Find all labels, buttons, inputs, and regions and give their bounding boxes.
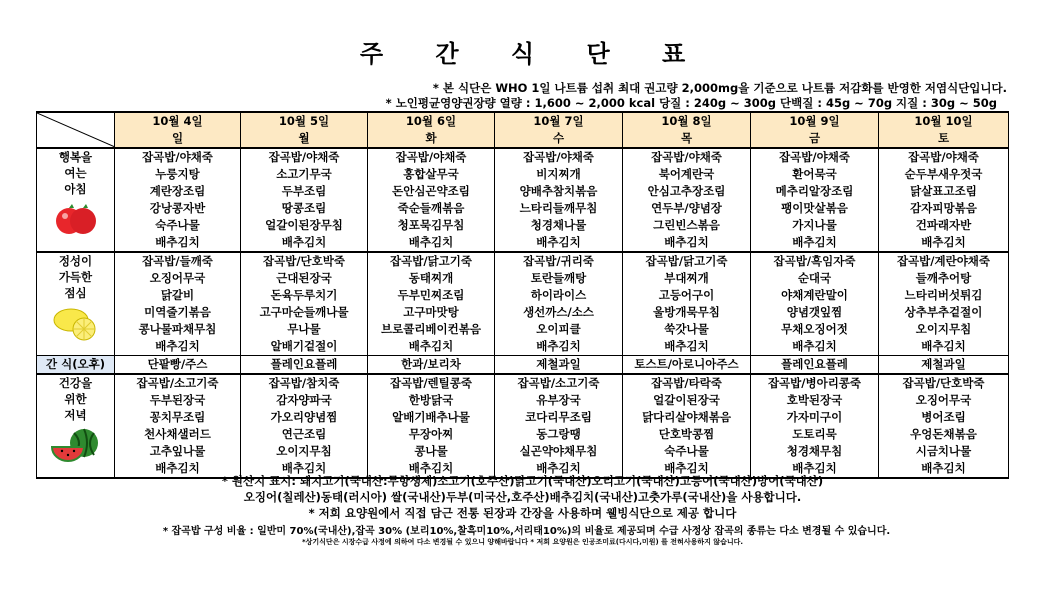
menu-item: 야채계란말이 (751, 287, 879, 304)
meal-label-line: 저녁 (64, 408, 87, 422)
day-cell: 토 (879, 130, 1009, 148)
date-cell: 10월 8일 (623, 112, 751, 130)
menu-item: 배추김치 (495, 338, 623, 356)
date-cell: 10월 9일 (751, 112, 879, 130)
menu-item: 상추부추겉절이 (879, 304, 1009, 321)
meal-label-line: 점심 (64, 286, 87, 300)
snack-item: 단팥빵/주스 (115, 356, 241, 375)
menu-item: 우엉돈채볶음 (879, 426, 1009, 443)
menu-item: 코다리무조림 (495, 409, 623, 426)
menu-item: 천사채샐러드 (115, 426, 241, 443)
snack-item: 한과/보리차 (368, 356, 495, 375)
dinner-row (37, 374, 1009, 392)
origin-note: * 원산지 표시: 돼지고기(국내산:무항생제)소고기(호주산)닭고기(국내산)오리고기(국내산)고등어(국내산)방어(국내산) (221, 474, 824, 488)
menu-item: 땅콩조림 (241, 200, 368, 217)
menu-item: 콩나물파채무침 (115, 321, 241, 338)
menu-item: 잡곡밥/귀리죽 (495, 252, 623, 270)
menu-item: 도토리묵 (751, 426, 879, 443)
menu-item: 오징어무국 (115, 270, 241, 287)
menu-item: 잡곡밥/타락죽 (623, 374, 751, 392)
lunch-row (37, 304, 1009, 321)
menu-item: 순두부새우젓국 (879, 166, 1009, 183)
menu-item: 순대국 (751, 270, 879, 287)
menu-item: 배추김치 (368, 460, 495, 478)
page-title: 주 간 식 단 표 (359, 40, 708, 68)
menu-item: 숙주나물 (115, 217, 241, 234)
menu-item: 잡곡밥/야채죽 (495, 148, 623, 166)
menu-item: 감자피망볶음 (879, 200, 1009, 217)
menu-item: 계란장조림 (115, 183, 241, 200)
breakfast-label (37, 148, 115, 252)
menu-item: 배추김치 (751, 338, 879, 356)
menu-item: 단호박콩찜 (623, 426, 751, 443)
sodium-note: * 본 식단은 WHO 1일 나트륨 섭취 최대 권고량 2,000mg을 기준으로 나트륨 저감화를 반영한 저염식단입니다. (432, 81, 1007, 95)
snack-item: 토스트/아로니아주스 (623, 356, 751, 375)
tomato-icon (37, 201, 114, 242)
menu-item: 잡곡밥/흑임자죽 (751, 252, 879, 270)
menu-item: 잡곡밥/야채죽 (368, 148, 495, 166)
menu-item: 한방닭국 (368, 392, 495, 409)
menu-item: 숙주나물 (623, 443, 751, 460)
menu-item: 잡곡밥/야채죽 (241, 148, 368, 166)
menu-item: 잡곡밥/닭고기죽 (368, 252, 495, 270)
menu-item: 고구마순들깨나물 (241, 304, 368, 321)
day-cell: 일 (115, 130, 241, 148)
menu-item: 연근조림 (241, 426, 368, 443)
menu-item: 배추김치 (751, 460, 879, 478)
menu-item: 닭갈비 (115, 287, 241, 304)
grain-note: * 잡곡밥 구성 비율 : 일반미 70%(국내산),잡곡 30% (보리10%,찰흑미10%,서리태10%)의 비율로 제공되며 수급 사정상 잡곡의 종류는 다소 변경될 수 있습니다. (162, 526, 891, 537)
menu-item: 그린빈스볶음 (623, 217, 751, 234)
menu-item: 잡곡밥/야채죽 (879, 148, 1009, 166)
menu-item: 배추김치 (368, 234, 495, 252)
menu-item: 안심고추장조림 (623, 183, 751, 200)
menu-item: 미역줄기볶음 (115, 304, 241, 321)
lunch-label (37, 252, 115, 356)
menu-item: 두부조림 (241, 183, 368, 200)
menu-item: 잡곡밥/렌틸콩죽 (368, 374, 495, 392)
menu-item: 오징어무국 (879, 392, 1009, 409)
menu-item: 배추김치 (879, 234, 1009, 252)
menu-item: 잡곡밥/야채죽 (751, 148, 879, 166)
lunch-row (37, 270, 1009, 287)
breakfast-row (37, 166, 1009, 183)
menu-item: 울방개묵무침 (623, 304, 751, 321)
menu-item: 쑥갓나물 (623, 321, 751, 338)
day-cell: 수 (495, 130, 623, 148)
menu-item: 청경채무침 (751, 443, 879, 460)
menu-item: 고구마맛탕 (368, 304, 495, 321)
menu-item: 누룽지탕 (115, 166, 241, 183)
menu-item: 돈안심곤약조림 (368, 183, 495, 200)
menu-item: 병어조림 (879, 409, 1009, 426)
weekly-menu-table (36, 111, 1009, 479)
date-cell: 10월 4일 (115, 112, 241, 130)
corner-cell (37, 112, 115, 148)
menu-item: 배추김치 (623, 338, 751, 356)
menu-item: 고등어구이 (623, 287, 751, 304)
menu-item: 시금치나물 (879, 443, 1009, 460)
snack-label: 간 식(오후) (37, 356, 115, 375)
meal-label-line: 건강을 (58, 376, 93, 390)
snack-item: 제철과일 (495, 356, 623, 375)
menu-item: 배추김치 (241, 234, 368, 252)
menu-item: 잡곡밥/야채죽 (623, 148, 751, 166)
dinner-row (37, 409, 1009, 426)
menu-item: 잡곡밥/단호박죽 (879, 374, 1009, 392)
breakfast-row (37, 148, 1009, 166)
menu-item: 근대된장국 (241, 270, 368, 287)
menu-item: 알배기배추나물 (368, 409, 495, 426)
day-cell: 화 (368, 130, 495, 148)
breakfast-row (37, 200, 1009, 217)
menu-item: 잡곡밥/단호박죽 (241, 252, 368, 270)
dinner-row (37, 392, 1009, 409)
menu-item: 비지찌개 (495, 166, 623, 183)
menu-item: 돈육두루치기 (241, 287, 368, 304)
menu-item: 닭다리살야채볶음 (623, 409, 751, 426)
menu-item: 배추김치 (115, 460, 241, 478)
meal-label-line: 정성이 (58, 254, 93, 268)
day-cell: 월 (241, 130, 368, 148)
date-cell: 10월 6일 (368, 112, 495, 130)
menu-item: 느타리버섯튀김 (879, 287, 1009, 304)
menu-item: 북어계란국 (623, 166, 751, 183)
menu-item: 얼갈이된장국 (623, 392, 751, 409)
dinner-row (37, 443, 1009, 460)
nutrition-note: * 노인평균영양권장량 열량 : 1,600 ~ 2,000 kcal 당질 : 240g ~ 300g 단백질 : 45g ~ 70g 지질 : 30g ~ 50g (385, 96, 997, 110)
menu-item: 강낭콩자반 (115, 200, 241, 217)
menu-item: 실곤약야채무침 (495, 443, 623, 460)
dinner-row (37, 426, 1009, 443)
day-cell: 금 (751, 130, 879, 148)
menu-item: 배추김치 (623, 460, 751, 478)
menu-item: 꽁치무조림 (115, 409, 241, 426)
dinner-label (37, 374, 115, 478)
menu-item: 부대찌개 (623, 270, 751, 287)
date-cell: 10월 5일 (241, 112, 368, 130)
menu-item: 연두부/양념장 (623, 200, 751, 217)
menu-item: 무채오징어젓 (751, 321, 879, 338)
menu-item: 배추김치 (879, 460, 1009, 478)
menu-item: 배추김치 (879, 338, 1009, 356)
menu-item: 배추김치 (751, 234, 879, 252)
menu-item: 양념갯잎찜 (751, 304, 879, 321)
menu-item: 환어묵국 (751, 166, 879, 183)
menu-item: 토란들깨탕 (495, 270, 623, 287)
meal-label-line: 아침 (64, 182, 87, 196)
menu-item: 잡곡밥/병아리콩죽 (751, 374, 879, 392)
lemon-icon (37, 305, 114, 346)
menu-item: 홍합살무국 (368, 166, 495, 183)
origin-note-cont: 오징어(칠레산)동태(러시아) 쌀(국내산)두부(미국산,호주산)배추김치(국내산)고춧가루(국내산)을 사용합니다. (243, 490, 802, 504)
menu-item: 잡곡밥/계란야채죽 (879, 252, 1009, 270)
menu-item: 배추김치 (115, 234, 241, 252)
meal-label-line: 위한 (64, 392, 87, 406)
menu-item: 팽이맛살볶음 (751, 200, 879, 217)
menu-item: 가지나물 (751, 217, 879, 234)
menu-item: 고추잎나물 (115, 443, 241, 460)
menu-item: 생선까스/소스 (495, 304, 623, 321)
change-note: *상기식단은 시장수급 사정에 의하여 다소 변경될 수 있으니 양해바랍니다 * 저희 요양원은 인공조미료(다시다,미원) 를 전혀사용하지 않습니다. (301, 538, 744, 546)
menu-item: 잡곡밥/소고기죽 (495, 374, 623, 392)
menu-item: 브로콜리베이컨볶음 (368, 321, 495, 338)
breakfast-row (37, 183, 1009, 200)
menu-item: 동그랑땡 (495, 426, 623, 443)
menu-item: 양배추참치볶음 (495, 183, 623, 200)
meal-label-line: 여는 (64, 166, 87, 180)
meal-label-line: 가득한 (58, 270, 93, 284)
lunch-row (37, 252, 1009, 270)
lunch-row (37, 287, 1009, 304)
breakfast-row (37, 234, 1009, 252)
menu-item: 오이지무침 (241, 443, 368, 460)
breakfast-row (37, 217, 1009, 234)
menu-item: 잡곡밥/들깨죽 (115, 252, 241, 270)
menu-item: 오이지무침 (879, 321, 1009, 338)
menu-item: 호박된장국 (751, 392, 879, 409)
menu-item: 청포묵김무침 (368, 217, 495, 234)
menu-item: 잡곡밥/소고기죽 (115, 374, 241, 392)
menu-item: 죽순들깨볶음 (368, 200, 495, 217)
sauce-note: * 저희 요양원에서 직접 담근 전통 된장과 간장을 사용하며 웰빙식단으로 제공 합니다 (308, 506, 737, 520)
day-cell: 목 (623, 130, 751, 148)
menu-item: 청경채나물 (495, 217, 623, 234)
menu-item: 건파래자반 (879, 217, 1009, 234)
menu-item: 잡곡밥/닭고기죽 (623, 252, 751, 270)
menu-item: 얼갈이된장무침 (241, 217, 368, 234)
menu-item: 배추김치 (368, 338, 495, 356)
menu-item: 배추김치 (115, 338, 241, 356)
snack-item: 플레인요플레 (241, 356, 368, 375)
menu-item: 오이피클 (495, 321, 623, 338)
menu-item: 하이라이스 (495, 287, 623, 304)
menu-item: 무장아찌 (368, 426, 495, 443)
menu-item: 알배기겉절이 (241, 338, 368, 356)
menu-item: 동태찌개 (368, 270, 495, 287)
menu-item: 메추리알장조림 (751, 183, 879, 200)
snack-item: 제철과일 (879, 356, 1009, 375)
menu-item: 두부된장국 (115, 392, 241, 409)
menu-item: 가오리양념찜 (241, 409, 368, 426)
menu-item: 들깨추어탕 (879, 270, 1009, 287)
menu-item: 소고기무국 (241, 166, 368, 183)
menu-item: 감자양파국 (241, 392, 368, 409)
menu-item: 잡곡밥/참치죽 (241, 374, 368, 392)
lunch-row (37, 338, 1009, 356)
meal-label-line: 행복을 (58, 150, 93, 164)
menu-item: 가자미구이 (751, 409, 879, 426)
snack-item: 플레인요플레 (751, 356, 879, 375)
menu-item: 배추김치 (495, 460, 623, 478)
menu-item: 두부민찌조림 (368, 287, 495, 304)
snack-row (37, 356, 1009, 375)
date-cell: 10월 7일 (495, 112, 623, 130)
menu-item: 느타리들깨무침 (495, 200, 623, 217)
watermelon-icon (37, 427, 114, 468)
date-cell: 10월 10일 (879, 112, 1009, 130)
diagonal-line (37, 113, 115, 147)
menu-item: 닭살표고조림 (879, 183, 1009, 200)
menu-item: 유부장국 (495, 392, 623, 409)
lunch-row (37, 321, 1009, 338)
menu-item: 콩나물 (368, 443, 495, 460)
menu-item: 배추김치 (623, 234, 751, 252)
menu-item: 잡곡밥/야채죽 (115, 148, 241, 166)
menu-item: 배추김치 (495, 234, 623, 252)
menu-item: 무나물 (241, 321, 368, 338)
menu-item: 배추김치 (241, 460, 368, 478)
